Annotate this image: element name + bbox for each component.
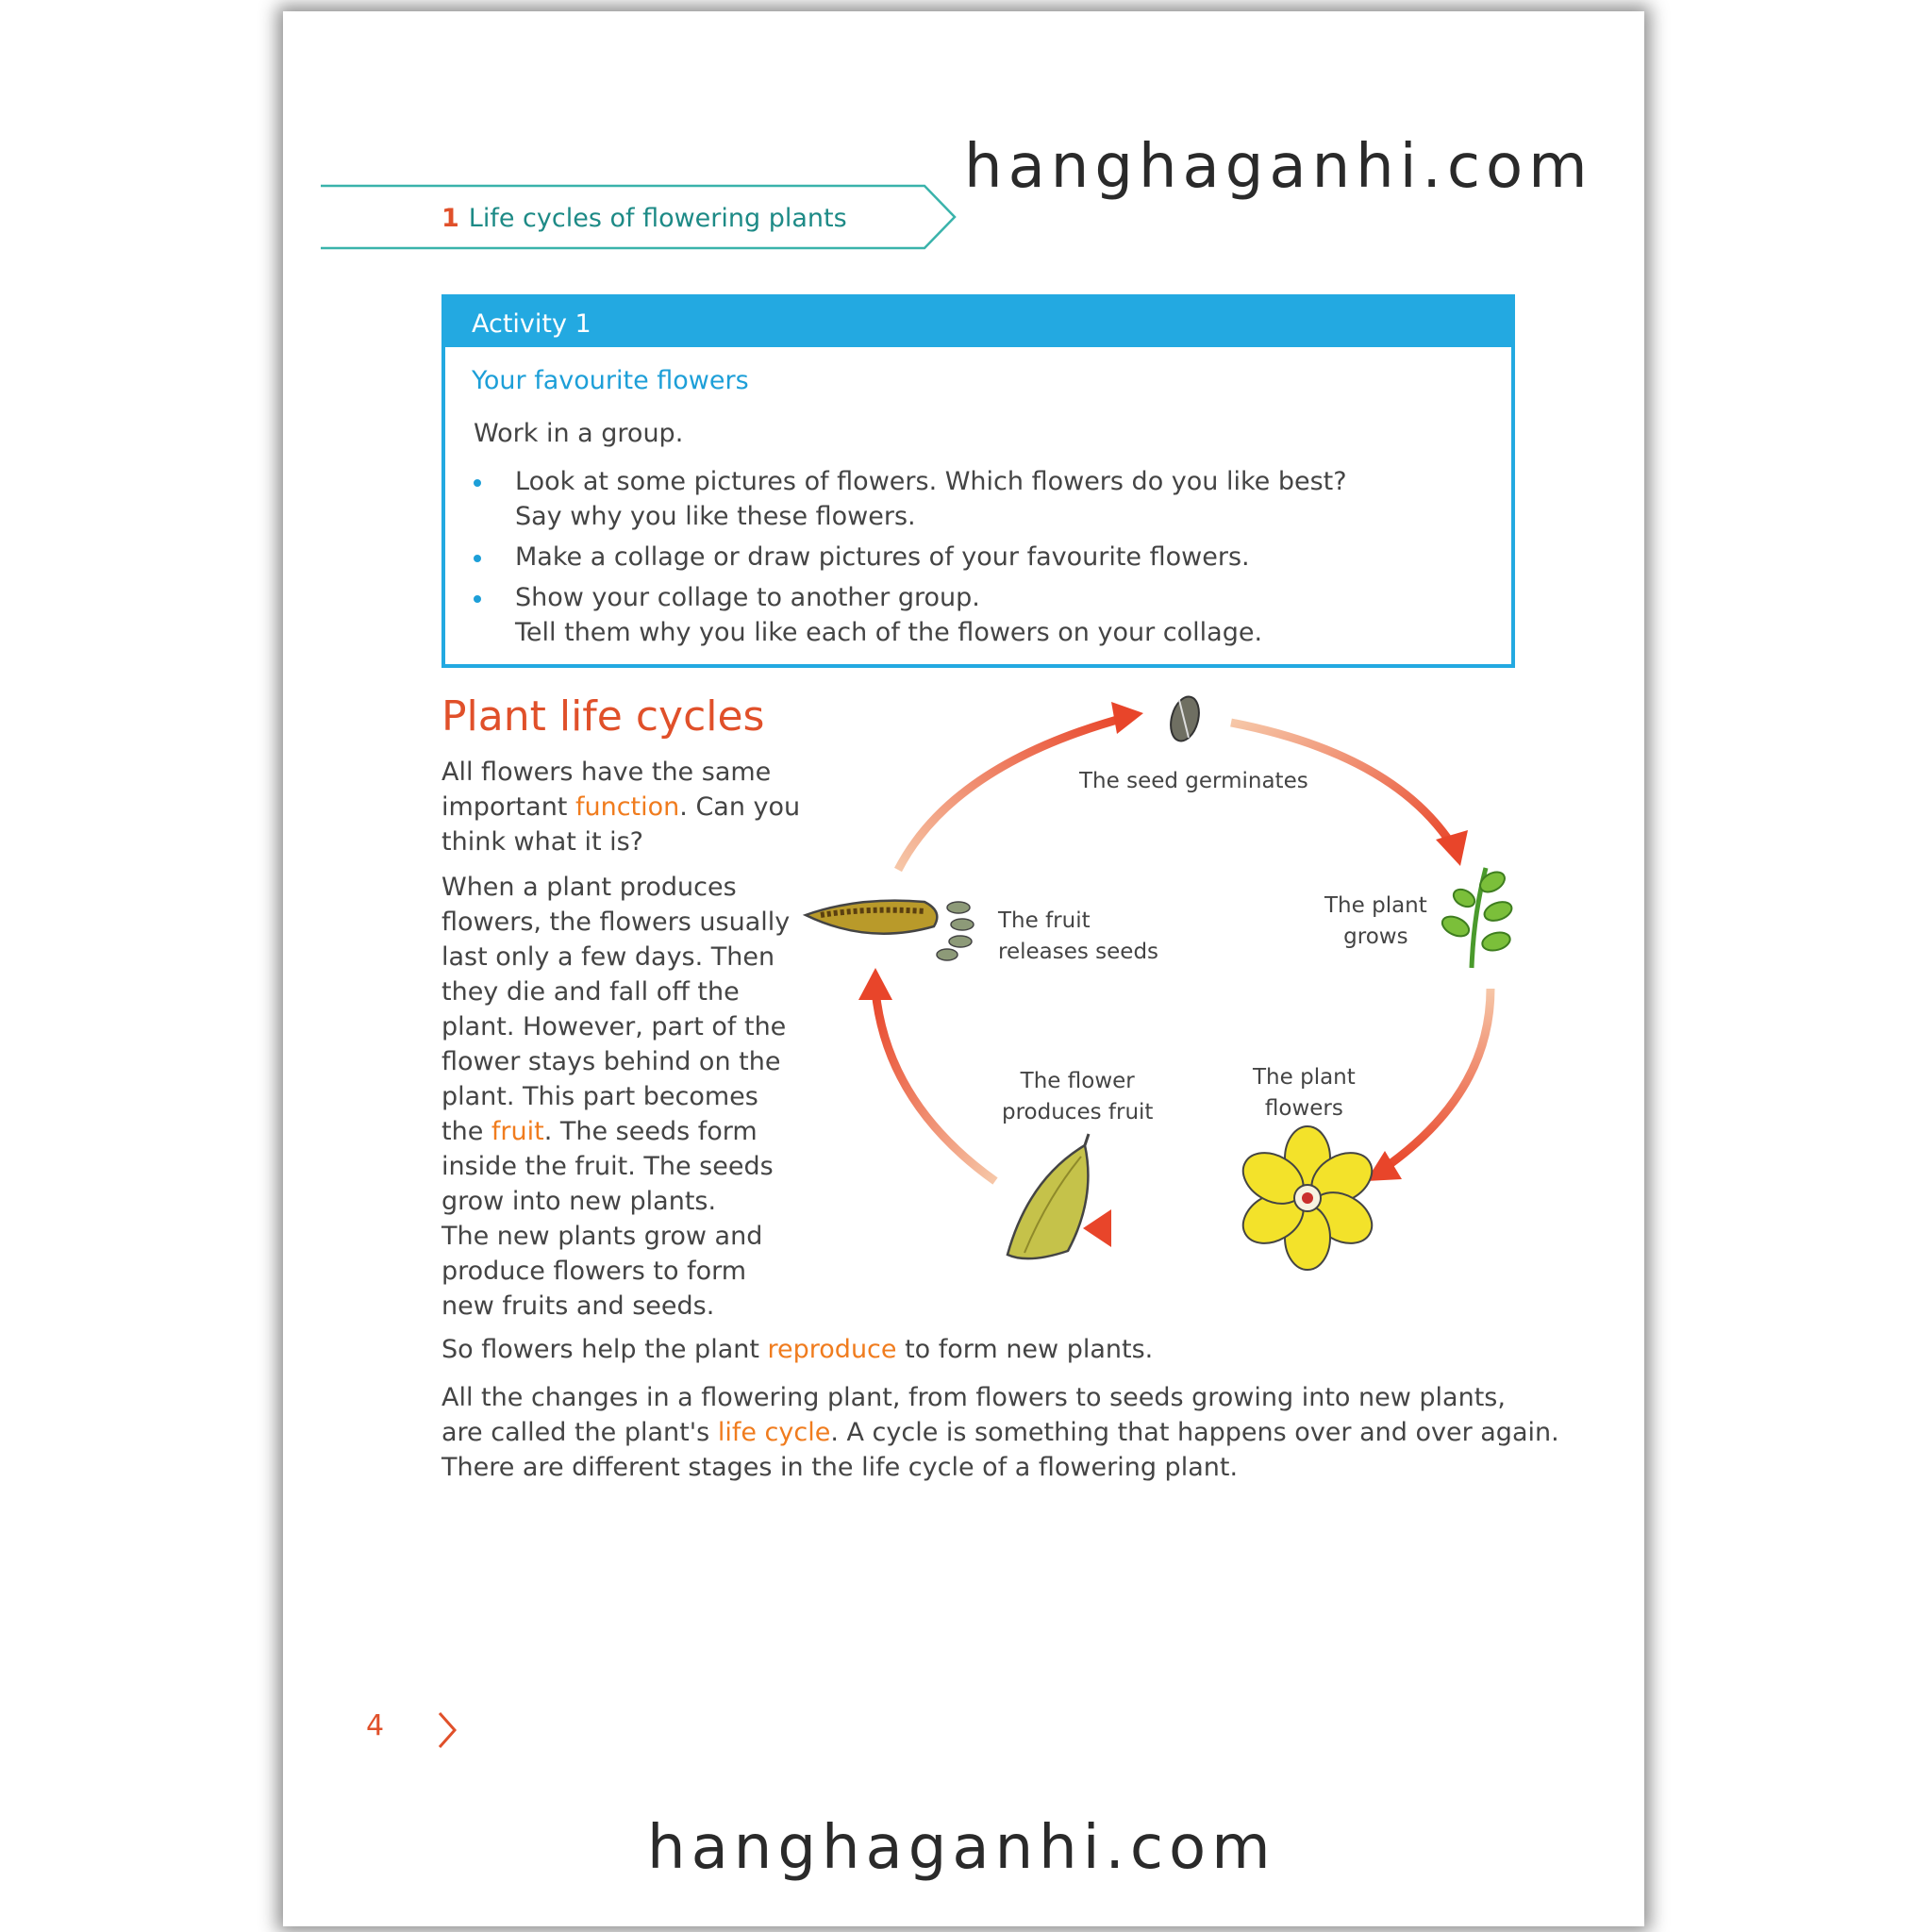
label-plant-flowers: The plant flowers bbox=[1253, 1065, 1356, 1121]
text-line: The new plants grow and bbox=[441, 1222, 763, 1251]
activity-intro: Work in a group. bbox=[474, 419, 684, 448]
text-line: last only a few days. Then bbox=[441, 942, 775, 972]
keyword-function: function bbox=[575, 792, 680, 822]
text-line: plant. This part becomes bbox=[441, 1082, 758, 1111]
text-line: All the changes in a flowering plant, from flowers to seeds growing into new plants, bbox=[441, 1383, 1506, 1412]
bullet-dot-icon bbox=[474, 595, 481, 603]
flower-icon bbox=[1234, 1126, 1381, 1270]
paragraph-function bbox=[441, 755, 800, 859]
text-line: produce flowers to form bbox=[441, 1257, 747, 1286]
text-line: All flowers have the same bbox=[441, 758, 772, 787]
activity-header: Activity 1 bbox=[445, 298, 1511, 347]
bullet-line: Look at some pictures of flowers. Which flowers do you like best? bbox=[515, 467, 1347, 496]
chapter-heading bbox=[441, 204, 847, 233]
text-line: flower stays behind on the bbox=[441, 1047, 781, 1076]
chevron-right-icon bbox=[436, 1709, 458, 1751]
text-line: think what it is? bbox=[441, 827, 644, 857]
text-line: important function. Can you bbox=[441, 792, 801, 822]
label-fruit-releases-seeds: The fruit releases seeds bbox=[998, 908, 1159, 964]
paragraph-lifecycle bbox=[441, 870, 790, 1324]
watermark-bottom: hanghaganhi.com bbox=[647, 1813, 1276, 1883]
text-line: When a plant produces bbox=[441, 873, 737, 902]
text-line: they die and fall off the bbox=[441, 977, 740, 1007]
seedling-icon bbox=[1440, 868, 1515, 968]
watermark-top: hanghaganhi.com bbox=[964, 132, 1593, 202]
text-line: new fruits and seeds. bbox=[441, 1291, 715, 1321]
chapter-title: Life cycles of flowering plants bbox=[468, 204, 847, 233]
section-title: Plant life cycles bbox=[441, 692, 765, 741]
label-plant-grows: The plant grows bbox=[1324, 893, 1427, 949]
bullet-dot-icon bbox=[474, 479, 481, 487]
cycle-arrow bbox=[1366, 989, 1491, 1181]
text-line: plant. However, part of the bbox=[441, 1012, 787, 1041]
bullet-line: Say why you like these flowers. bbox=[515, 502, 916, 531]
bullet-dot-icon bbox=[474, 555, 481, 562]
text-line: grow into new plants. bbox=[441, 1187, 717, 1216]
keyword-fruit: fruit bbox=[491, 1117, 544, 1146]
paragraph-life-cycle bbox=[441, 1380, 1559, 1485]
page-number: 4 bbox=[366, 1709, 385, 1742]
activity-subtitle: Your favourite flowers bbox=[472, 366, 749, 395]
cycle-arrow bbox=[1083, 1209, 1226, 1247]
text-line: are called the plant's life cycle. A cycle is something that happens over and over again. bbox=[441, 1418, 1559, 1447]
bullet-line: Make a collage or draw pictures of your favourite flowers. bbox=[515, 542, 1250, 572]
keyword-reproduce: reproduce bbox=[767, 1335, 897, 1364]
text-line: the fruit. The seeds form bbox=[441, 1117, 758, 1146]
label-flower-produces-fruit: The flower produces fruit bbox=[1002, 1069, 1154, 1124]
bullet-line: Show your collage to another group. bbox=[515, 583, 980, 612]
chapter-number: 1 bbox=[441, 204, 459, 233]
keyword-life-cycle: life cycle bbox=[717, 1418, 831, 1447]
seed-icon bbox=[1166, 693, 1203, 744]
text-line: inside the fruit. The seeds bbox=[441, 1152, 774, 1181]
label-seed-germinates: The seed germinates bbox=[1079, 769, 1308, 793]
open-fruit-icon bbox=[806, 901, 974, 960]
bullet-line: Tell them why you like each of the flowers on your collage. bbox=[515, 618, 1263, 647]
text-line: There are different stages in the life cycle of a flowering plant. bbox=[441, 1453, 1239, 1482]
fruit-pod-icon bbox=[1008, 1134, 1089, 1258]
text-line: flowers, the flowers usually bbox=[441, 908, 791, 937]
cycle-arrow bbox=[858, 968, 995, 1181]
paragraph-reproduce: So flowers help the plant reproduce to form new plants. bbox=[441, 1335, 1154, 1364]
activity-box bbox=[441, 294, 1515, 668]
